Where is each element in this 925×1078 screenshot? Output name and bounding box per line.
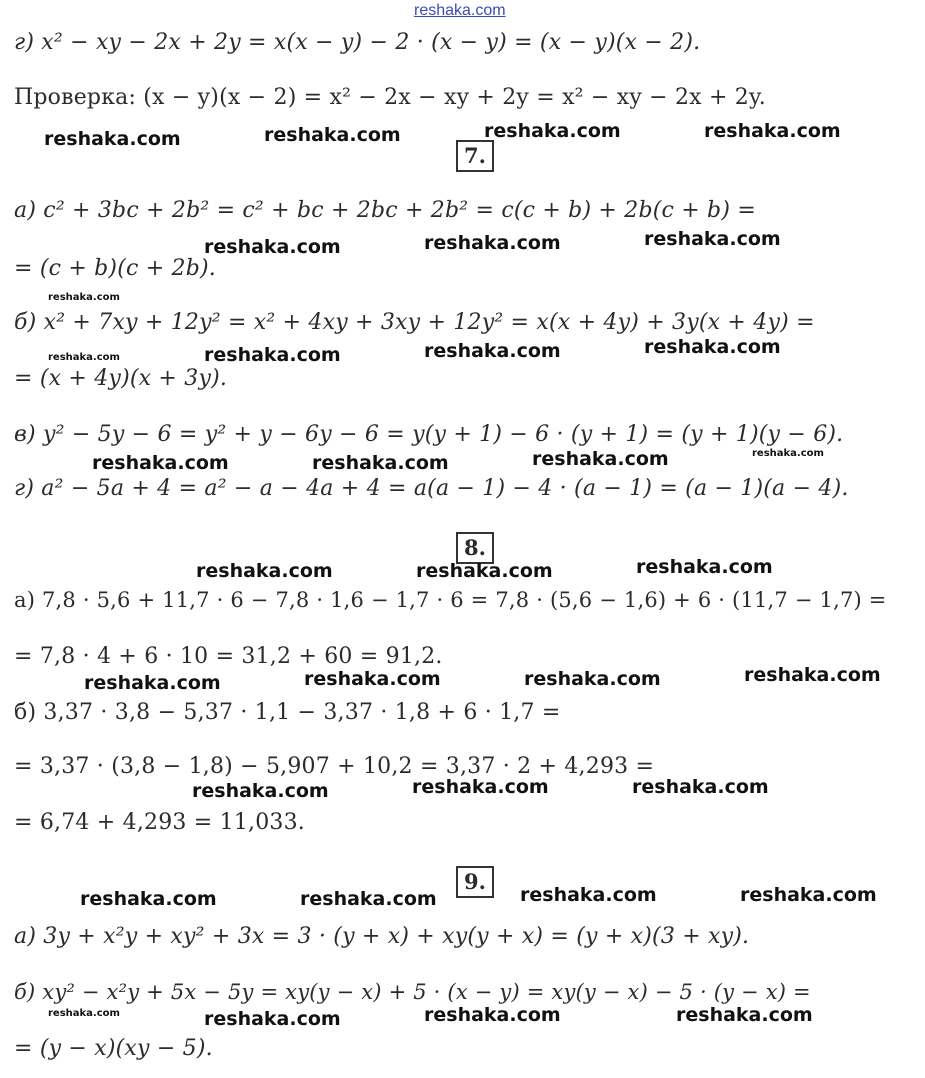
watermark: reshaka.com xyxy=(204,1008,341,1030)
problem-6g-line: г) x² − xy − 2x + 2y = x(x − y) − 2 · (x − y) = (x − y)(x − 2). xyxy=(14,30,701,55)
problem-8b-line1: б) 3,37 · 3,8 − 5,37 · 1,1 − 3,37 · 1,8 + 6 · 1,7 = xyxy=(14,700,561,725)
watermark: reshaka.com xyxy=(416,560,553,582)
watermark: reshaka.com xyxy=(412,776,549,798)
watermark: reshaka.com xyxy=(264,124,401,146)
problem-number-8: 8. xyxy=(456,532,494,564)
watermark-small: reshaka.com xyxy=(48,1008,120,1019)
problem-8a-line2: = 7,8 · 4 + 6 · 10 = 31,2 + 60 = 91,2. xyxy=(14,644,443,669)
watermark: reshaka.com xyxy=(636,556,773,578)
watermark: reshaka.com xyxy=(704,120,841,142)
watermark: reshaka.com xyxy=(740,884,877,906)
watermark: reshaka.com xyxy=(304,668,441,690)
watermark: reshaka.com xyxy=(80,888,217,910)
watermark: reshaka.com xyxy=(192,780,329,802)
problem-6-check-line: Проверка: (x − y)(x − 2) = x² − 2x − xy + 2y = x² − xy − 2x + 2y. xyxy=(14,85,766,110)
watermark: reshaka.com xyxy=(84,672,221,694)
problem-8b-line3: = 6,74 + 4,293 = 11,033. xyxy=(14,810,306,835)
watermark: reshaka.com xyxy=(676,1004,813,1026)
watermark-small: reshaka.com xyxy=(752,448,824,459)
watermark: reshaka.com xyxy=(644,336,781,358)
watermark: reshaka.com xyxy=(204,344,341,366)
watermark: reshaka.com xyxy=(644,228,781,250)
watermark: reshaka.com xyxy=(92,452,229,474)
problem-7b-line2: = (x + 4y)(x + 3y). xyxy=(14,366,228,391)
problem-8a-line1: а) 7,8 · 5,6 + 11,7 · 6 − 7,8 · 1,6 − 1,7 · 6 = 7,8 · (5,6 − 1,6) + 6 · (11,7 − 1,7) = xyxy=(14,588,887,612)
watermark: reshaka.com xyxy=(532,448,669,470)
problem-8b-line2: = 3,37 · (3,8 − 1,8) − 5,907 + 10,2 = 3,37 · 2 + 4,293 = xyxy=(14,754,655,779)
watermark: reshaka.com xyxy=(484,120,621,142)
problem-7v-line: в) y² − 5y − 6 = y² + y − 6y − 6 = y(y + 1) − 6 · (y + 1) = (y + 1)(y − 6). xyxy=(14,422,844,447)
problem-7g-line: г) a² − 5a + 4 = a² − a − 4a + 4 = a(a − 1) − 4 · (a − 1) = (a − 1)(a − 4). xyxy=(14,476,849,501)
watermark: reshaka.com xyxy=(44,128,181,150)
problem-7b-line1: б) x² + 7xy + 12y² = x² + 4xy + 3xy + 12y² = x(x + 4y) + 3y(x + 4y) = xyxy=(14,310,815,335)
watermark: reshaka.com xyxy=(744,664,881,686)
watermark: reshaka.com xyxy=(424,340,561,362)
problem-number-7: 7. xyxy=(456,140,494,172)
watermark: reshaka.com xyxy=(632,776,769,798)
problem-9a-line: а) 3y + x²y + xy² + 3x = 3 · (y + x) + xy(y + x) = (y + x)(3 + xy). xyxy=(14,924,750,949)
watermark: reshaka.com xyxy=(204,236,341,258)
watermark: reshaka.com xyxy=(300,888,437,910)
watermark-small: reshaka.com xyxy=(48,292,120,303)
watermark: reshaka.com xyxy=(312,452,449,474)
problem-9b-line2: = (y − x)(xy − 5). xyxy=(14,1036,213,1061)
problem-7a-line1: а) c² + 3bc + 2b² = c² + bc + 2bc + 2b² = c(c + b) + 2b(c + b) = xyxy=(14,198,756,223)
watermark: reshaka.com xyxy=(424,232,561,254)
problem-7a-line2: = (c + b)(c + 2b). xyxy=(14,256,216,281)
site-link[interactable]: reshaka.com xyxy=(414,2,506,19)
watermark: reshaka.com xyxy=(424,1004,561,1026)
watermark: reshaka.com xyxy=(196,560,333,582)
watermark: reshaka.com xyxy=(524,668,661,690)
problem-number-9: 9. xyxy=(456,866,494,898)
watermark: reshaka.com xyxy=(520,884,657,906)
watermark-small: reshaka.com xyxy=(48,352,120,363)
problem-9b-line1: б) xy² − x²y + 5x − 5y = xy(y − x) + 5 · (x − y) = xy(y − x) − 5 · (y − x) = xyxy=(14,980,811,1004)
